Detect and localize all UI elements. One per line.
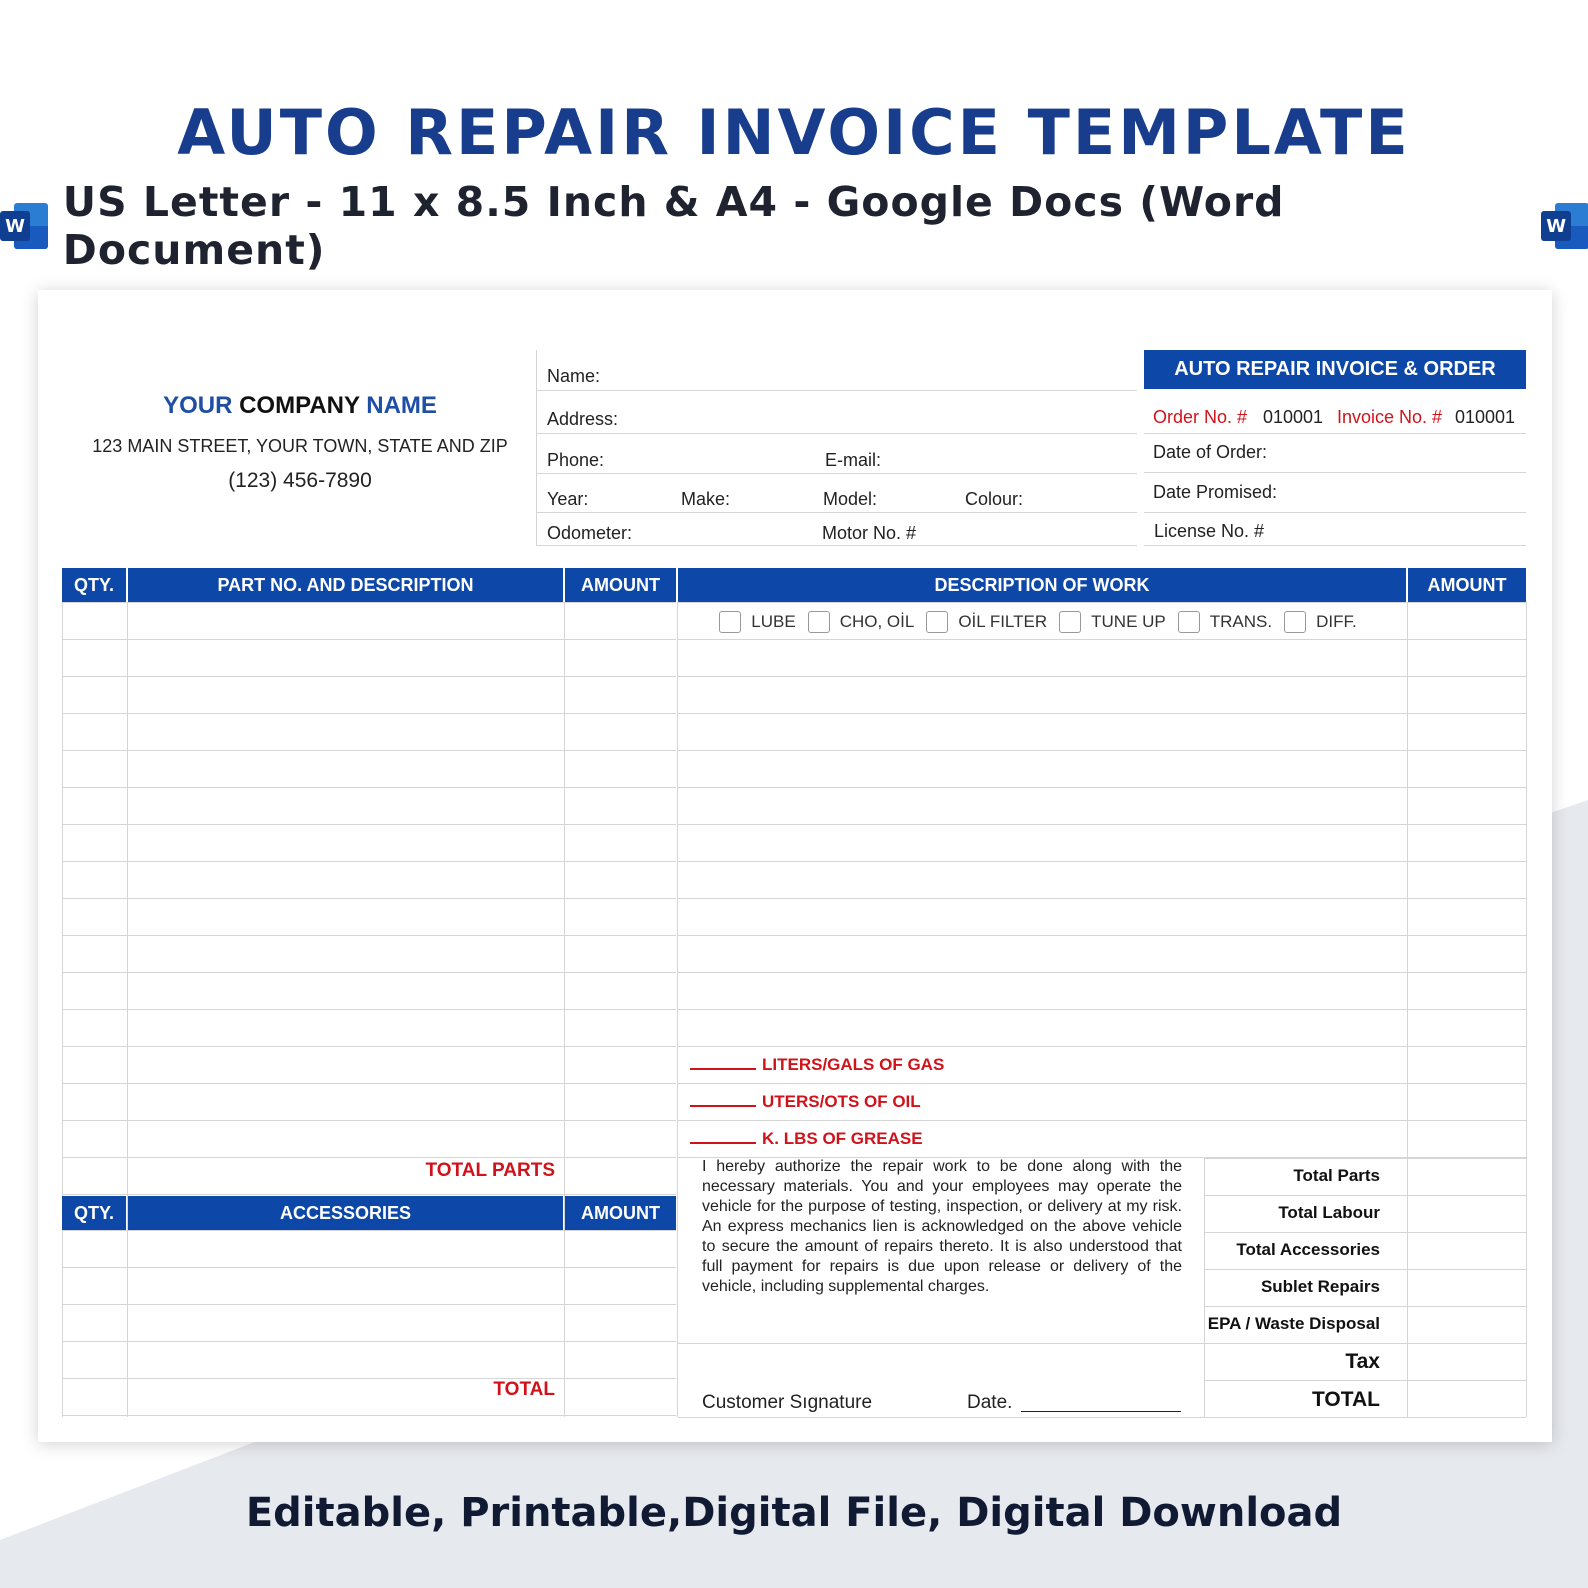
order-box [1144, 350, 1526, 546]
grid-line [62, 824, 676, 825]
grid-line [678, 935, 1526, 936]
grid-line [1407, 602, 1408, 1417]
grid-line [678, 676, 1526, 677]
work-desc-header: DESCRIPTION OF WORK [678, 568, 1406, 602]
order-no-value[interactable]: 010001 [1263, 407, 1324, 427]
invoice-no-value[interactable]: 010001 [1455, 407, 1516, 427]
signature-date-label: Date. [967, 1392, 1013, 1413]
grid-line [1204, 1343, 1526, 1344]
grid-line [678, 861, 1526, 862]
summary-tax: Tax [1345, 1350, 1380, 1373]
accessories-desc-header: ACCESSORIES [128, 1196, 563, 1230]
grid-line [62, 1120, 676, 1121]
checkbox-diff[interactable]: DIFF. [1272, 611, 1357, 633]
grid-line [678, 1046, 1526, 1047]
grid-line [1204, 1306, 1526, 1307]
invoice-no-label: Invoice No. # [1337, 407, 1443, 427]
grid-line [678, 750, 1526, 751]
phone-label: Phone: [547, 450, 605, 470]
date-of-order-row[interactable] [1144, 434, 1526, 473]
grid-line [62, 1341, 676, 1342]
fuel-line-gas[interactable]: LITERS/GALS OF GAS [690, 1055, 944, 1075]
date-promised-row[interactable] [1144, 473, 1526, 513]
grid-line [62, 972, 676, 973]
grid-line [62, 935, 676, 936]
grid-line [62, 1046, 676, 1047]
email-label: E-mail: [825, 450, 882, 470]
grid-line [62, 676, 676, 677]
date-promised-label: Date Promised: [1153, 482, 1278, 502]
grid-line [62, 1304, 676, 1305]
grid-line [564, 602, 565, 1417]
accessories-qty-header: QTY. [62, 1196, 126, 1230]
grid-line [1526, 602, 1527, 1417]
summary-epa: EPA / Waste Disposal [1207, 1314, 1380, 1333]
order-no-label: Order No. # [1153, 407, 1248, 427]
name-label: Name: [547, 366, 601, 386]
phone-row[interactable] [537, 434, 1137, 474]
service-checkboxes [676, 604, 1388, 640]
work-amount-header: AMOUNT [1408, 568, 1526, 602]
grid-line [678, 1120, 1526, 1121]
grid-line [678, 972, 1526, 973]
total-parts-label: TOTAL PARTS [425, 1160, 555, 1181]
summary-sublet-repairs: Sublet Repairs [1260, 1277, 1380, 1296]
summary-total: TOTAL [1311, 1388, 1380, 1411]
summary-total-parts: Total Parts [1293, 1166, 1380, 1185]
grid-line [678, 1417, 1204, 1418]
grid-line [1204, 1158, 1526, 1159]
grid-line [62, 750, 676, 751]
grid-line [62, 898, 676, 899]
signature-date-line[interactable] [1021, 1411, 1181, 1412]
colour-label: Colour: [965, 489, 1024, 509]
fuel-line-grease[interactable]: K. LBS OF GREASE [690, 1129, 923, 1149]
grid-line [62, 1083, 676, 1084]
grid-line [62, 639, 676, 640]
order-numbers-row [1144, 389, 1526, 434]
grid-line [62, 1267, 676, 1268]
odometer-label: Odometer: [547, 523, 633, 543]
checkbox-icon[interactable] [1178, 611, 1200, 633]
address-label: Address: [547, 409, 619, 429]
accessories-amount-header: AMOUNT [565, 1196, 676, 1230]
name-row[interactable] [537, 350, 1137, 391]
model-label: Model: [823, 489, 878, 509]
checkbox-oil-filter[interactable]: OİL FILTER [914, 611, 1047, 633]
grid-line [678, 602, 1526, 603]
page-subtitle: US Letter - 11 x 8.5 Inch & A4 - Google Docs (Word Document) [62, 178, 1285, 274]
parts-amount-header: AMOUNT [565, 568, 676, 602]
authorization-text: I hereby authorize the repair work to be done along with the necessary materials. You and your employees may operate the vehicle for the purpose of testing, inspection, or delivery at my risk. An express mechanics lien is acknowledged on the above vehicle to secure the amount of repairs thereto. It is also understood that full payment for repairs is due upon release or delivery of the vehicle, including supplemental charges. [702, 1158, 1182, 1295]
grid-line [62, 1194, 676, 1195]
license-row[interactable] [1144, 513, 1526, 546]
grid-line [62, 602, 676, 603]
checkbox-icon[interactable] [719, 611, 741, 633]
company-block [40, 392, 560, 493]
grid-line [62, 1157, 676, 1158]
grid-line [62, 1230, 676, 1231]
order-header: AUTO REPAIR INVOICE & ORDER [1144, 350, 1526, 389]
parts-desc-header: PART NO. AND DESCRIPTION [128, 568, 563, 602]
grid-line [62, 861, 676, 862]
grid-line [1204, 1195, 1526, 1196]
grid-line [1204, 1417, 1526, 1418]
license-label: License No. # [1154, 521, 1265, 541]
grid-line [1204, 1232, 1526, 1233]
checkbox-icon[interactable] [1284, 611, 1306, 633]
company-address: 123 MAIN STREET, YOUR TOWN, STATE AND ZIP [92, 436, 508, 456]
word-document-icon: W [0, 203, 47, 249]
grid-line [677, 602, 678, 1417]
grid-line [678, 1083, 1526, 1084]
checkbox-trans[interactable]: TRANS. [1166, 611, 1272, 633]
signature-label: Customer Sıgnature [702, 1392, 873, 1413]
company-name: YOUR COMPANY NAME [163, 392, 437, 419]
fuel-line-oil[interactable]: UTERS/OTS OF OIL [690, 1092, 921, 1112]
checkbox-icon[interactable] [808, 611, 830, 633]
motor-label: Motor No. # [822, 523, 917, 543]
footer-tagline: Editable, Printable,Digital File, Digital Download [245, 1490, 1343, 1536]
page-subtitle-row [0, 178, 1588, 274]
date-of-order-label: Date of Order: [1153, 442, 1268, 462]
grid-line [678, 1343, 1204, 1344]
grid-line [678, 787, 1526, 788]
vehicle-row[interactable] [537, 474, 1137, 513]
customer-info [536, 350, 1136, 546]
accessories-total-label: TOTAL [493, 1379, 555, 1400]
grid-line [678, 713, 1526, 714]
grid-line [1204, 1380, 1526, 1381]
parts-qty-header: QTY. [62, 568, 126, 602]
checkbox-lube[interactable]: LUBE [707, 611, 795, 633]
grid-line [127, 602, 128, 1417]
grid-line [62, 1009, 676, 1010]
grid-line [62, 1415, 676, 1416]
summary-total-accessories: Total Accessories [1236, 1240, 1380, 1259]
grid-line [1204, 1158, 1205, 1417]
odometer-row[interactable] [537, 513, 1137, 546]
checkbox-icon[interactable] [1059, 611, 1081, 633]
checkbox-tune-up[interactable]: TUNE UP [1047, 611, 1166, 633]
checkbox-change-oil[interactable]: CHO, OİL [796, 611, 915, 633]
grid-line [678, 1009, 1526, 1010]
grid-line [678, 898, 1526, 899]
year-label: Year: [547, 489, 589, 509]
grid-line [1204, 1269, 1526, 1270]
checkbox-icon[interactable] [926, 611, 948, 633]
company-phone: (123) 456-7890 [228, 469, 372, 492]
make-label: Make: [681, 489, 731, 509]
summary-total-labour: Total Labour [1278, 1203, 1380, 1222]
grid-line [678, 824, 1526, 825]
grid-line [62, 713, 676, 714]
grid-line [62, 602, 63, 1417]
word-document-icon: W [1541, 203, 1588, 249]
page-title: AUTO REPAIR INVOICE TEMPLATE [177, 96, 1411, 169]
grid-line [62, 787, 676, 788]
address-row[interactable] [537, 391, 1137, 434]
